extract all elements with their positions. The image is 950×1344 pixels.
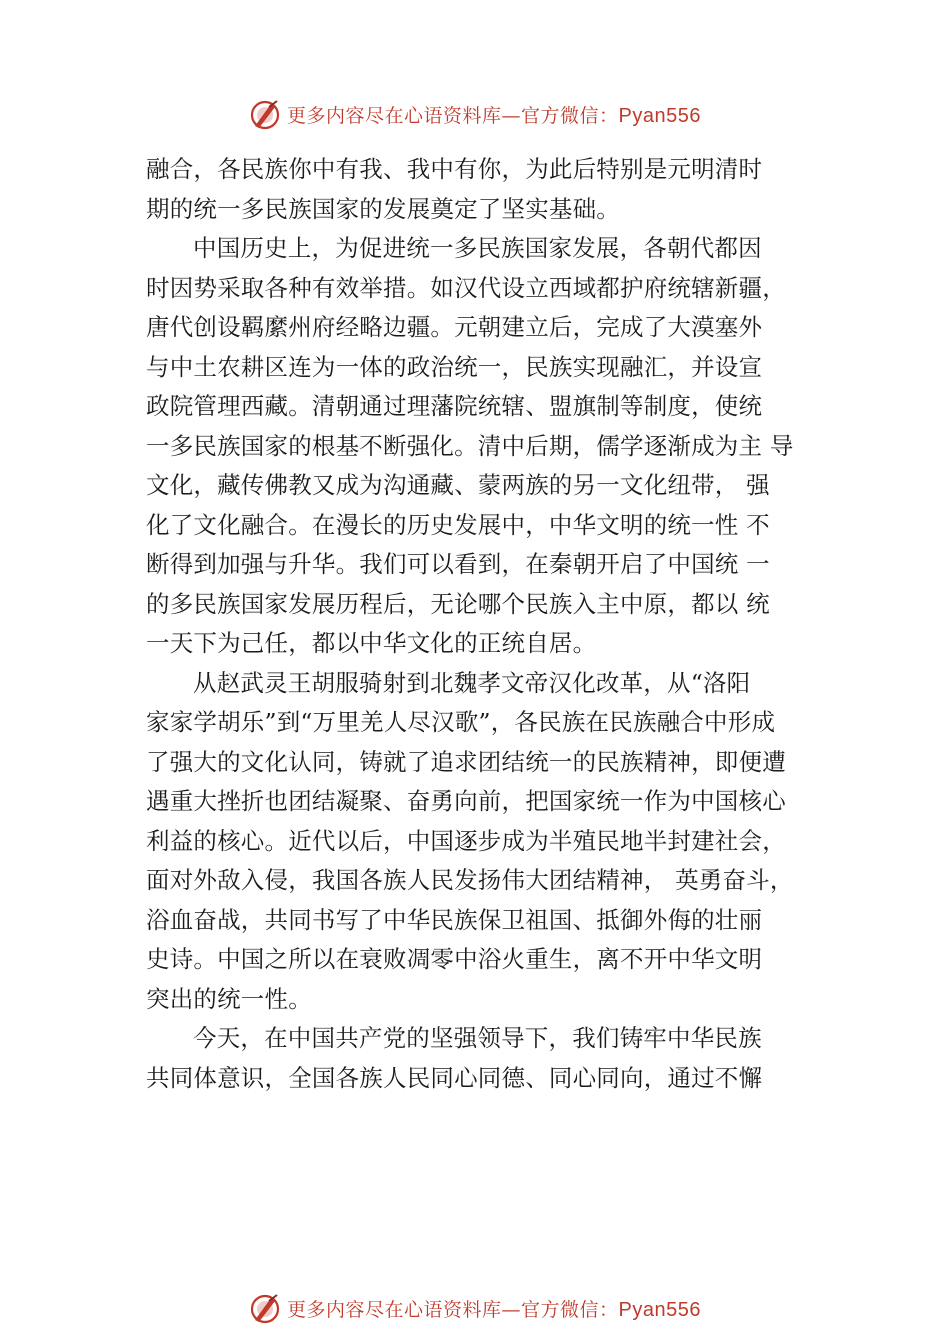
text-line: 一多民族国家的根基不断强化。清中后期，儒学逐渐成为主 导 bbox=[146, 431, 794, 460]
text-line: 时因势采取各种有效举措。如汉代设立西域都护府统辖新疆， bbox=[146, 273, 786, 302]
text-line: 一天下为己任，都以中华文化的正统自居。 bbox=[146, 629, 597, 657]
text-line: 与中土农耕区连为一体的政治统一，民族实现融汇，并设宣 bbox=[146, 352, 763, 381]
text-line: 面对外敌入侵，我国各族人民发扬伟大团结精神， 英勇奋斗， bbox=[146, 866, 794, 894]
text-line: 史诗。中国之所以在衰败凋零中浴火重生，离不开中华文明 bbox=[146, 945, 763, 973]
document-body bbox=[146, 150, 836, 1098]
footer-banner bbox=[0, 1288, 950, 1328]
text-line: 文化，藏传佛教又成为沟通藏、蒙两族的另一文化纽带， 强 bbox=[146, 471, 770, 499]
text-line: 共同体意识，全国各族人民同心同德、同心同向，通过不懈 bbox=[146, 1063, 763, 1092]
text-line: 遇重大挫折也团结凝聚、奋勇向前，把国家统一作为中国核心 bbox=[146, 787, 786, 815]
text-line: 的多民族国家发展历程后，无论哪个民族入主中原，都以 统 bbox=[146, 589, 770, 618]
text-line: 浴血奋战，共同书写了中华民族保卫祖国、抵御外侮的壮丽 bbox=[146, 905, 763, 934]
wechat-id: Pyan556 bbox=[618, 1298, 701, 1321]
text-line: 了强大的文化认同，铸就了追求团结统一的民族精神，即便遭 bbox=[146, 747, 786, 776]
text-line: 融合，各民族你中有我、我中有你，为此后特别是元明清时 bbox=[146, 155, 763, 183]
paragraph-start: 从赵武灵王胡服骑射到北魏孝文帝汉化改革，从“洛阳 bbox=[193, 668, 751, 697]
wechat-id: Pyan556 bbox=[618, 104, 701, 127]
text-line: 化了文化融合。在漫长的历史发展中，中华文明的统一性 不 bbox=[146, 510, 770, 539]
text-line: 突出的统一性。 bbox=[146, 984, 312, 1013]
header-banner bbox=[0, 94, 950, 134]
paragraph-start: 今天，在中国共产党的坚强领导下，我们铸牢中华民族 bbox=[193, 1024, 762, 1052]
banner-text bbox=[287, 101, 701, 128]
banner-cn-text: 更多内容尽在心语资料库—官方微信： bbox=[287, 104, 619, 127]
banner-cn-text: 更多内容尽在心语资料库—官方微信： bbox=[287, 1298, 619, 1321]
text-line: 断得到加强与升华。我们可以看到，在秦朝开启了中国统 一 bbox=[146, 550, 770, 578]
text-line: 利益的核心。近代以后，中国逐步成为半殖民地半封建社会， bbox=[146, 826, 786, 855]
paragraph-start: 中国历史上，为促进统一多民族国家发展，各朝代都因 bbox=[193, 234, 762, 262]
quill-logo-icon bbox=[249, 98, 281, 130]
text-line: 期的统一多民族国家的发展奠定了坚实基础。 bbox=[146, 194, 620, 223]
text-line: 家家学胡乐”到“万里羌人尽汉歌”，各民族在民族融合中形成 bbox=[146, 708, 776, 736]
banner-text bbox=[287, 1295, 701, 1322]
text-line: 唐代创设羁縻州府经略边疆。元朝建立后，完成了大漠塞外 bbox=[146, 313, 763, 341]
text-line: 政院管理西藏。清朝通过理藩院统辖、盟旗制等制度，使统 bbox=[146, 392, 763, 420]
quill-logo-icon bbox=[249, 1292, 281, 1324]
